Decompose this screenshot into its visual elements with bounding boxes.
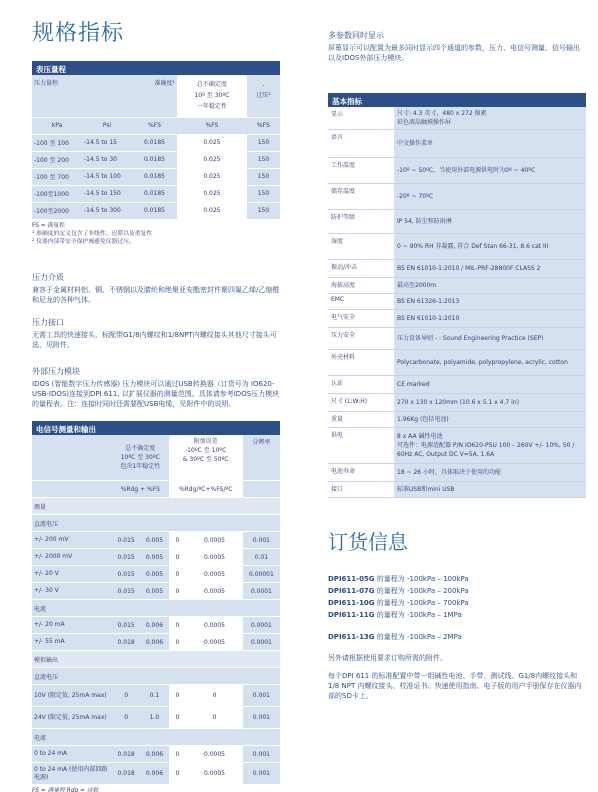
- table-row: 电流: [32, 600, 280, 617]
- external-heading: 外部压力模块: [32, 366, 80, 376]
- spec-row: 重量 1.96Kg (包括电池): [328, 412, 586, 428]
- spec-row: 外壳材料 Polycarbonate, polyamide, polypropylene, acrylic, cotton: [328, 350, 586, 376]
- electrical-table: 总不确定度 10ºC 至 30ºC 包含1年稳定性 附加误差 -10ºC 至 10ºC & 30ºC 至 50ºC 分辨率 %Rdg + %FS %Rdg/ºC+%FS/ºC 测量 直流电压 +/- 200 mV 0.015 0.005 0 0.0005 0.001 +/- 2000 mV 0.015 0.005 0 0.0005 0.01 +/- 20 V 0.015 0.005 0 0.0005 0.00001 +/- 30 V 0.015 0.005 0 0.0005 0.0001 电流 +/- 20 mA 0.015 0.006 0 0.0005 0.0001 +/- 55 mA 0.018 0.006 0 0.0005 0.0001 模拟输出 直流电压 10V (限定值, 25mA max) 0 0.1 0 0 0.001 24V (限定值, 25mA max) 0 1.0 0 0 0.001 电流 0 to 24 mA 0.018 0.006 0 0.0005 0.001 0 to 24 mA (使用内部回路电源) 0.018 0.006 0 0.0005 0.001: [32, 435, 280, 786]
- order-title: 订货信息: [328, 530, 408, 554]
- order-range: 的量程为 -100kPa – 2MPa: [374, 633, 462, 641]
- order-code: DPI611-05G: [328, 575, 375, 583]
- spec-row: 显示 尺寸: 4.3 英寸，480 x 272 像素 彩色液晶触摸操作屏: [328, 107, 586, 130]
- table-row: +/- 200 mV 0.015 0.005 0 0.0005 0.001: [32, 532, 280, 549]
- spec-row: 语言 中文操作菜单: [328, 130, 586, 158]
- left-column: [32, 16, 280, 792]
- spec-row: 防护等级 IP 54, 防尘和防雨淋: [328, 210, 586, 234]
- order-item: [328, 609, 586, 621]
- right-column: [328, 30, 586, 701]
- spec-row: 供电 8 x AA 碱性电池 可选件：电源适配器 P/N IO620-PSU 100 – 260V +/- 10%, 50 / 60Hz AC, Output DC V=5A, 1.6A: [328, 428, 586, 464]
- order-item: [328, 573, 586, 585]
- spec-row: 湿度 0 ~ 90% RH 非凝露, 符合 Def Stan 66-31, 8.6 cat III: [328, 234, 586, 260]
- basic-spec-table: [328, 107, 586, 498]
- table-row: -100 至 200 -14.5 to 30 0.0185 0.025 150: [32, 151, 280, 168]
- spec-row: 工作温度 -10º ~ 50ºC，当使用外部电源供电时为0º ~ 40ºC: [328, 158, 586, 184]
- order-code: DPI611-10G: [328, 599, 375, 607]
- order-range: 的量程为 -100kPa – 100kPa: [374, 575, 469, 583]
- pressure-range-table: [32, 75, 280, 220]
- order-code: DPI611-11G: [328, 611, 375, 619]
- hdr-resolution: 分辨率: [243, 435, 280, 481]
- order-note-standard: 每个DPI 611 的标准配置中带一组碱性电池、手带、测试线、G1/8内螺纹接头和 1/8 NPT 内螺纹接头、校准证书、快速使用指南、电子版的用户手册保存在仪器内部的SD卡上。: [328, 672, 582, 700]
- table-row: +/- 2000 mV 0.015 0.005 0 0.0005 0.01: [32, 549, 280, 566]
- units-row: kPa Psi %FS %FS %FS: [32, 117, 280, 134]
- table-row: +/- 55 mA 0.018 0.006 0 0.0005 0.0001: [32, 634, 280, 651]
- media-text: 兼容于金属材料铝、铜、不锈钢以及腈纶和绝聚亚安酯密封件聚四氟乙烯/乙缩醛和尼龙的各种气体。: [32, 285, 280, 304]
- hdr-accuracy: 准确度¹: [132, 75, 177, 117]
- table-row: +/- 20 V 0.015 0.005 0 0.0005 0.00001: [32, 566, 280, 583]
- multi-text: 屏幕显示可以配置为最多同时显示四个通道的参数，压力、电信号测量、信号输出以及IDOS外部压力模块。: [328, 44, 580, 62]
- spec-row: EMC BS EN 61326-1:2013: [328, 294, 586, 310]
- order-item: [328, 631, 586, 643]
- table-row: -100至2000 -14.5 to 300 0.0185 0.025 150: [32, 202, 280, 219]
- order-code: DPI611-07G: [328, 587, 375, 595]
- table-row: +/- 20 mA 0.015 0.006 0 0.0005 0.0001: [32, 617, 280, 634]
- media-heading: 压力介质: [32, 272, 64, 282]
- electrical-heading: 电信号测量和输出: [32, 421, 280, 435]
- pressure-range-heading: 表压量程: [32, 61, 280, 75]
- hdr-overpressure: · 过压²: [247, 75, 280, 117]
- hdr-uncertainty: 总不确定度 10º 至 30ºC 一年稳定性: [177, 75, 247, 117]
- spec-row: 接口 标准USB和mini USB: [328, 482, 586, 498]
- multi-heading: 多参数同时显示: [328, 31, 384, 40]
- table-row: 电流: [32, 729, 280, 746]
- table-row: -100 至 100 -14.5 to 15 0.0185 0.025 150: [32, 134, 280, 151]
- spec-row: 压力安全 压力设备导则 - : Sound Engineering Practice (SEP): [328, 328, 586, 350]
- table-row: 直流电压: [32, 515, 280, 532]
- table-row: -100至1000 -14.5 to 150 0.0185 0.025 150: [32, 185, 280, 202]
- hdr-additional-error: 附加误差 -10ºC 至 10ºC & 30ºC 至 50ºC: [169, 435, 243, 481]
- table-row: 模拟输出: [32, 651, 280, 668]
- table-row: 10V (限定值, 25mA max) 0 0.1 0 0 0.001: [32, 685, 280, 707]
- spec-row: 储存温度 -20º ~ 70ºC: [328, 184, 586, 210]
- pressure-notes: FS = 满量程 ¹ 准确度的定义包含了非线性、迟滞以及重复性 ² 仪器内部带安全保护阀避免仪器过压。: [32, 222, 153, 245]
- order-range: 的量程为 -100kPa – 200kPa: [374, 587, 469, 595]
- table-row: 直流电压: [32, 668, 280, 685]
- connection-heading: 压力接口: [32, 317, 64, 327]
- basic-heading: 基本指标: [328, 93, 586, 107]
- page-title: 规格指标: [32, 21, 125, 46]
- order-item: [328, 597, 586, 609]
- spec-row: 尺寸 (L:W:H) 270 x 130 x 120mm (10.6 x 5.1 x 4.7 in): [328, 394, 586, 412]
- table-row: 24V (限定值, 25mA max) 0 1.0 0 0 0.001: [32, 707, 280, 729]
- order-note-accessories: 另外请根据使用要求订购所需的附件。: [328, 654, 447, 662]
- order-item: [328, 585, 586, 597]
- hdr-total-uncertainty: 总不确定度 10ºC 至 30ºC 包含1年稳定性: [112, 435, 169, 481]
- order-range: 的量程为 -100kPa – 700kPa: [374, 599, 469, 607]
- table-row: 0 to 24 mA 0.018 0.006 0 0.0005 0.001: [32, 746, 280, 763]
- electrical-footnote: FS = 满量程 Rdg = 读数: [32, 788, 99, 792]
- spec-row: 电池寿命 18 ~ 26 小时，具体取决于使用的功能: [328, 464, 586, 482]
- order-code: DPI611-13G: [328, 633, 375, 641]
- connection-text: 无需工具的快速接头，标配带G1/8内螺纹和1/8NPT内螺纹接头其他尺寸接头可选，见附件。: [32, 330, 277, 349]
- spec-row: 认证 CE marked: [328, 376, 586, 394]
- order-list: [328, 573, 586, 643]
- order-range: 的量程为 -100kPa – 1MPa: [374, 611, 462, 619]
- table-row: 测量: [32, 498, 280, 515]
- external-text: IDOS (智能数字压力传感器) 压力模块可以通过USB转换器（订货号为 IO620-USB-IDOS)连接到DPI 611, 以扩展仪器的测量范围。具体请参考IDOS压力模块的量程表。注：连接时同时还需要配USB电缆，见附件中的说明。: [32, 379, 280, 408]
- spec-row: 海拔高度 最高至2000m: [328, 278, 586, 294]
- table-row: -100 至 700 -14.5 to 100 0.0185 0.025 150: [32, 168, 280, 185]
- spec-row: 电气安全 BS EN 61010-1:2010: [328, 310, 586, 328]
- table-row: +/- 30 V 0.015 0.005 0 0.0005 0.0001: [32, 583, 280, 600]
- hdr-range: 压力量程: [32, 75, 82, 117]
- table-row: 0 to 24 mA (使用内部回路电源) 0.018 0.006 0 0.0005 0.001: [32, 763, 280, 785]
- spec-row: 振动/冲击 BS EN 61010-1:2010 / MIL-PRF-28800F CLASS 2: [328, 260, 586, 278]
